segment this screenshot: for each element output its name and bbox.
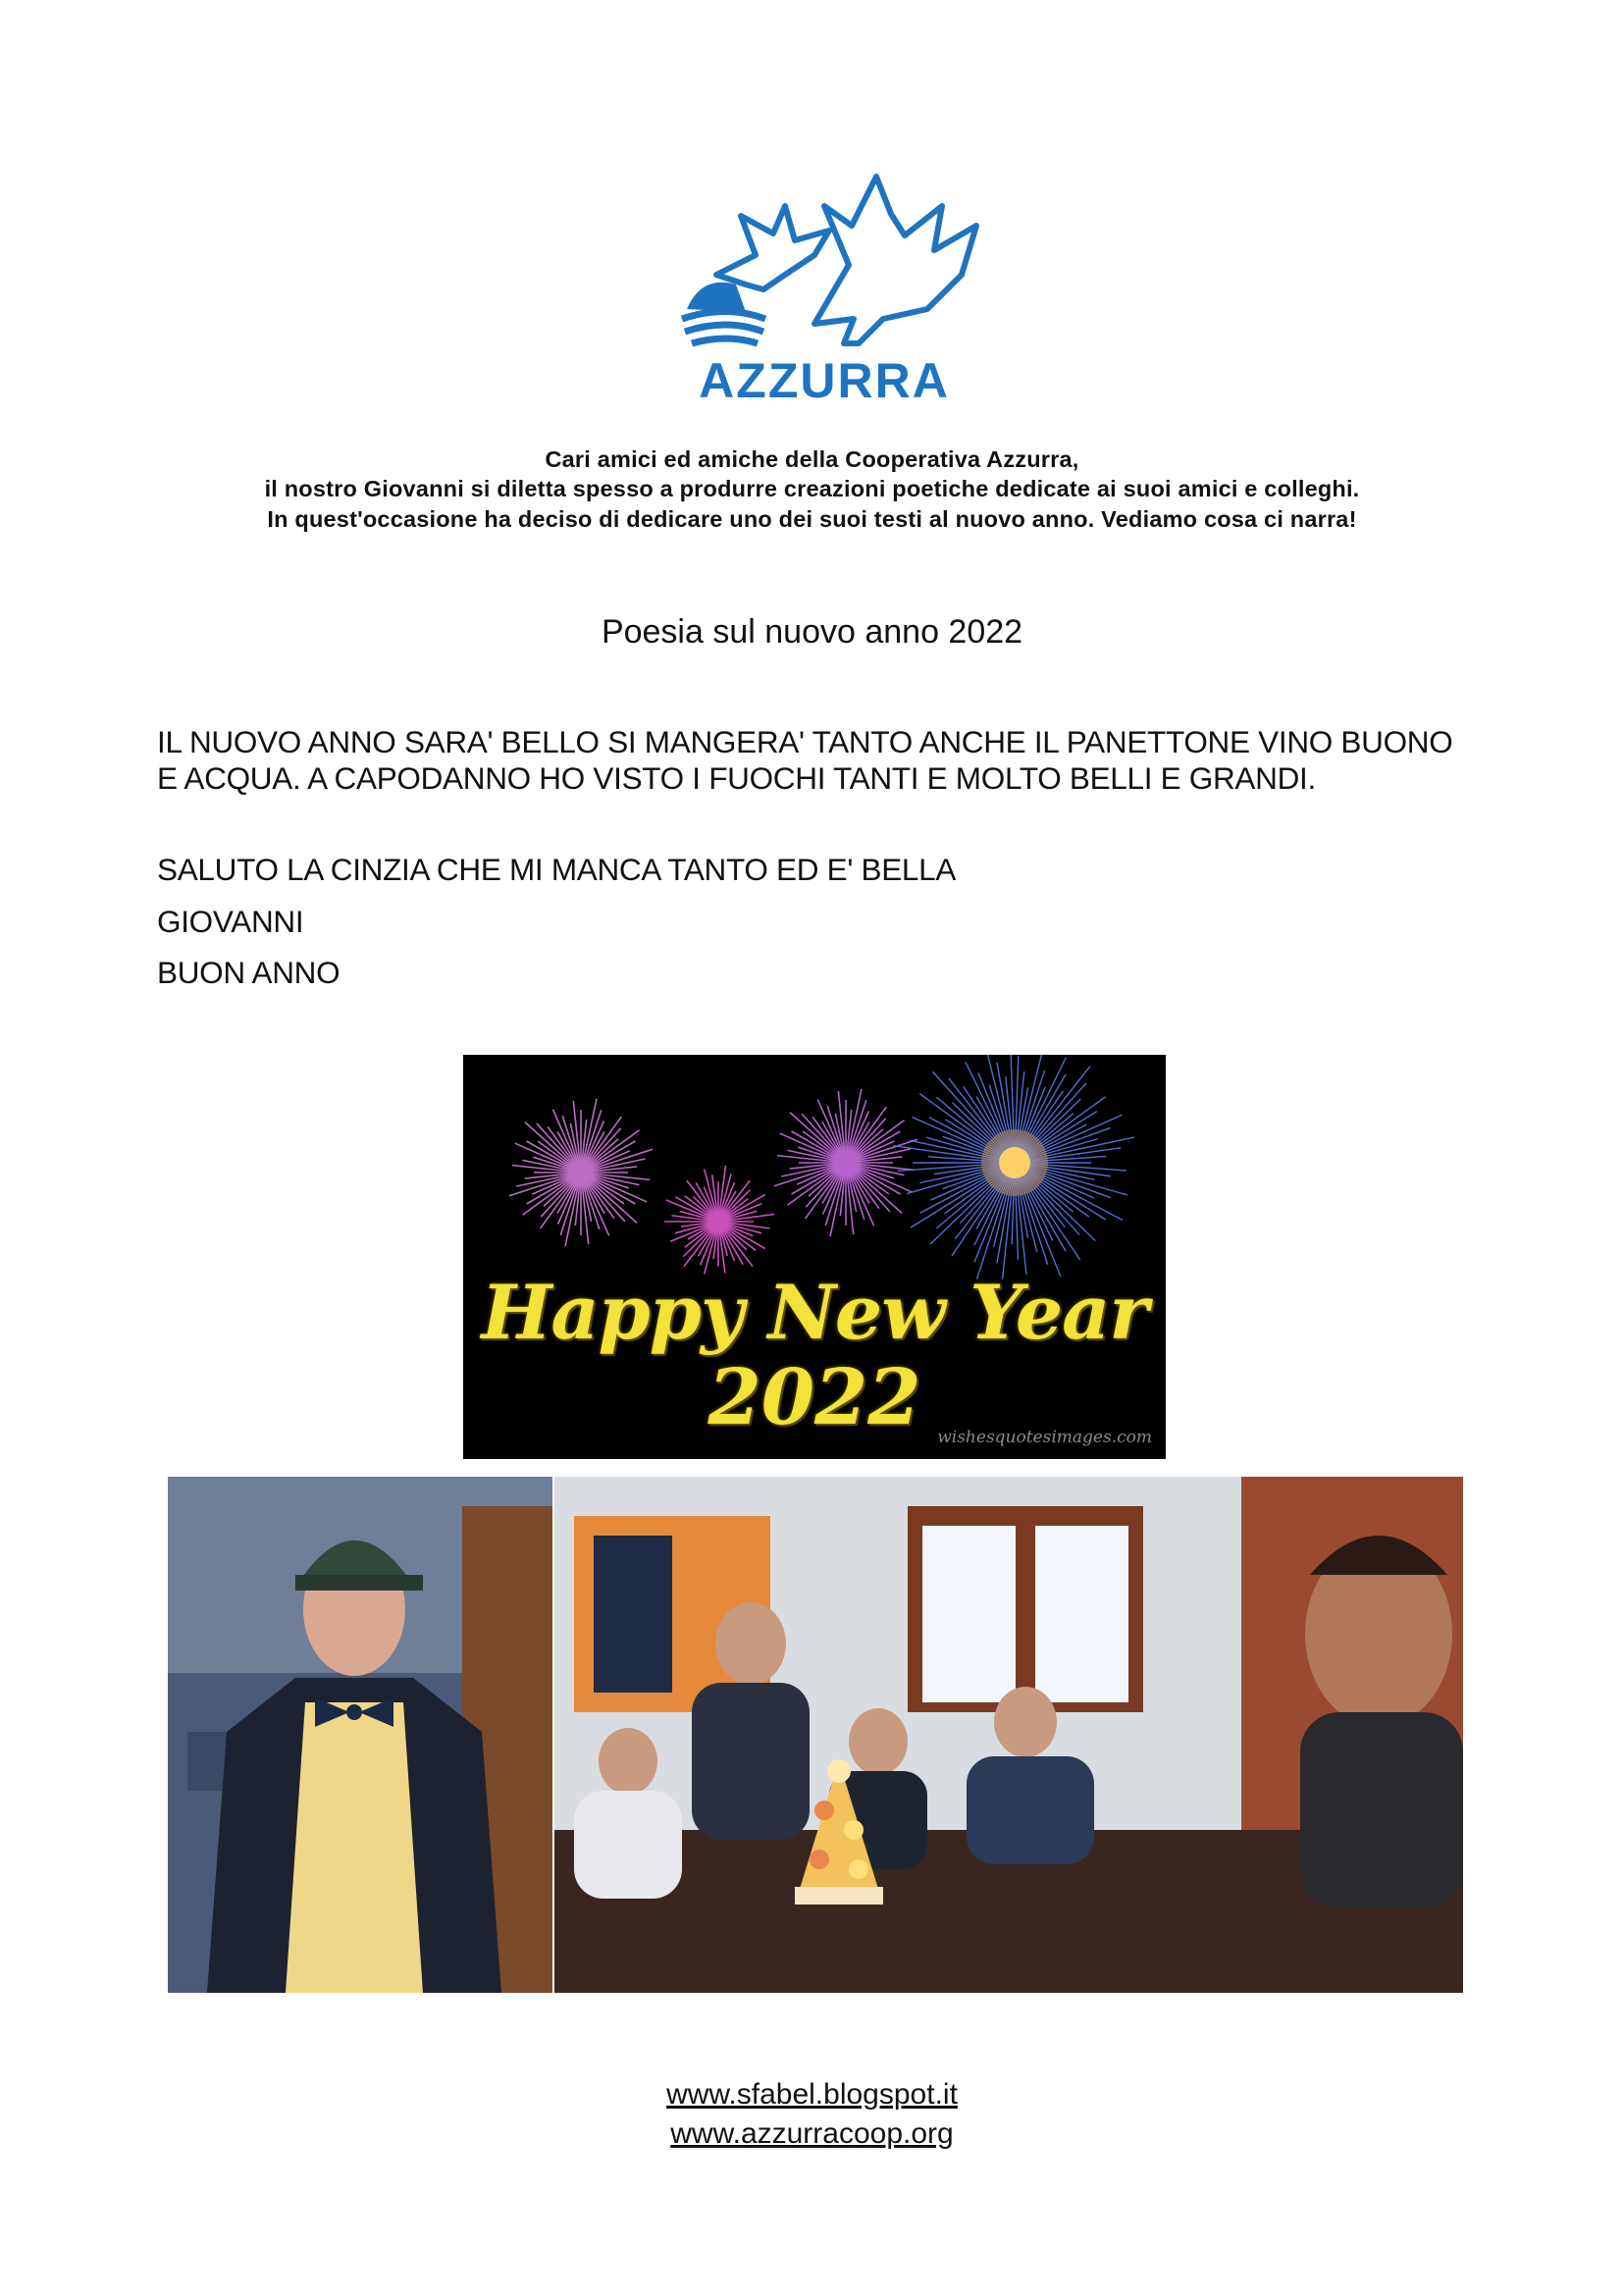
firework-2 — [664, 1166, 774, 1274]
blog-link[interactable]: www.sfabel.blogspot.it — [666, 2078, 958, 2111]
intro-line-2: il nostro Giovanni si diletta spesso a produrre creazioni poetiche dedicate ai suoi amici e colleghi. — [264, 476, 1360, 501]
firework-3 — [774, 1089, 917, 1236]
coop-website-link[interactable]: www.azzurracoop.org — [670, 2117, 954, 2150]
photo-group-panettone — [554, 1477, 1463, 1993]
year-text: 2022 — [707, 1353, 921, 1442]
poem-body: IL NUOVO ANNO SARA' BELLO SI MANGERA' TANTO ANCHE IL PANETTONE VINO BUONO E ACQUA. A CAPODANNO HO VISTO I FUOCHI TANTI E MOLTO BELLI E GRANDI. — [157, 724, 1453, 796]
happy-new-year-image — [463, 1055, 1166, 1459]
firework-1 — [509, 1099, 653, 1246]
photo-man-portrait — [168, 1477, 552, 1993]
image-watermark: wishesquotesimages.com — [937, 1428, 1152, 1447]
poem-greeting: SALUTO LA CINZIA CHE MI MANCA TANTO ED E' BELLA — [157, 852, 957, 887]
happy-new-year-text: Happy New Year — [481, 1269, 1148, 1356]
poem-signature: GIOVANNI — [157, 904, 304, 939]
poem-title: Poesia sul nuovo anno 2022 — [601, 613, 1023, 651]
dove-icon — [648, 147, 1001, 412]
poem-closing: BUON ANNO — [157, 955, 341, 990]
azzurra-logo — [648, 147, 1001, 412]
intro-line-3: In quest'occasione ha deciso di dedicare uno dei suoi testi al nuovo anno. Vediamo cosa ci narra! — [267, 506, 1357, 532]
logo-wordmark: AZZURRA — [699, 353, 950, 408]
intro-line-1: Cari amici ed amiche della Cooperativa Azzurra, — [545, 446, 1079, 472]
